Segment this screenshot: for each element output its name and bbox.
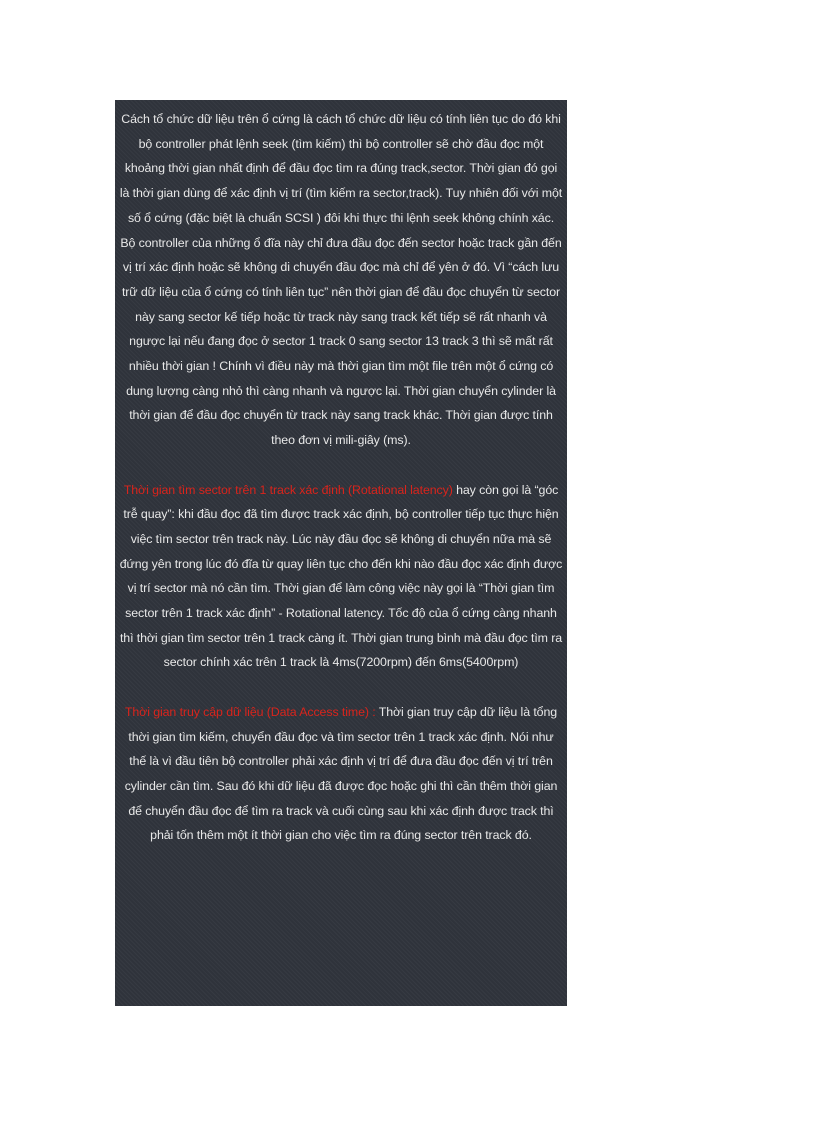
rotational-latency-heading: Thời gian tìm sector trên 1 track xác định (Rotational latency) [123, 482, 453, 497]
paragraph-seek-time [119, 107, 563, 453]
article-panel [115, 100, 567, 1006]
paragraph-data-access-time [119, 700, 563, 848]
paragraph-rotational-latency-text: hay còn gọi là “góc trễ quay”: khi đầu đọc đã tìm được track xác định, bộ controller tiếp tục thực hiện việc tìm sector trên track này. Lúc này đầu đọc sẽ không di chuyển nữa mà sẽ đứng yên trong lúc đó đĩa từ quay liên tục cho đến khi nào đầu đọc xác định được vị trí sector mà nó cần tìm. Thời gian để làm công việc này gọi là “Thời gian tìm sector trên 1 track xác định” - Rotational latency. Tốc độ của ổ cứng càng nhanh thì thời gian tìm sector trên 1 track càng ít. Thời gian trung bình mà đầu đọc tìm ra sector chính xác trên 1 track là 4ms(7200rpm) đến 6ms(5400rpm) [119, 482, 563, 670]
paragraph-rotational-latency [119, 478, 563, 676]
paragraph-data-access-time-text: Thời gian truy cập dữ liệu là tổng thời gian tìm kiếm, chuyển đầu đọc và tìm sector trên 1 track xác định. Nói như thế là vì đầu tiên bộ controller phải xác định vị trí để đưa đầu đọc đến vị trí trên cylinder cần tìm. Sau đó khi dữ liệu đã được đọc hoặc ghi thì cần thêm thời gian để chuyển đầu đọc để tìm ra track và cuối cùng sau khi xác định được track thì phải tốn thêm một ít thời gian cho việc tìm ra đúng sector trên track đó. [124, 704, 558, 843]
data-access-time-heading: Thời gian truy cập dữ liệu (Data Access time) : [124, 704, 376, 719]
paragraph-seek-time-text: Cách tổ chức dữ liệu trên ổ cứng là cách tổ chức dữ liệu có tính liên tục do đó khi bộ controller phát lệnh seek (tìm kiếm) thì bộ controller sẽ chờ đầu đọc một khoảng thời gian nhất định để đầu đọc tìm ra đúng track,sector. Thời gian đó gọi là thời gian dùng để xác định vị trí (tìm kiếm ra sector,track). Tuy nhiên đối với một số ổ cứng (đặc biệt là chuẩn SCSI ) đôi khi thực thi lệnh seek không chính xác. Bộ controller của những ổ đĩa này chỉ đưa đầu đọc đến sector hoặc track gần đến vị trí xác định hoặc sẽ không di chuyển đầu đọc mà chỉ để yên ở đó. Vì “cách lưu trữ dữ liệu của ổ cứng có tính liên tục” nên thời gian để đầu đọc chuyển từ sector này sang sector kế tiếp hoặc từ track này sang track kết tiếp sẽ rất nhanh và ngược lại nếu đang đọc ở sector 1 track 0 sang sector 13 track 3 thì sẽ mất rất nhiều thời gian ! Chính vì điều này mà thời gian tìm một file trên một ổ cứng có dung lượng càng nhỏ thì càng nhanh và ngược lại. Thời gian chuyển cylinder là thời gian để đầu đọc chuyển từ track này sang track khác. Thời gian được tính theo đơn vị mili-giây (ms). [119, 112, 563, 448]
